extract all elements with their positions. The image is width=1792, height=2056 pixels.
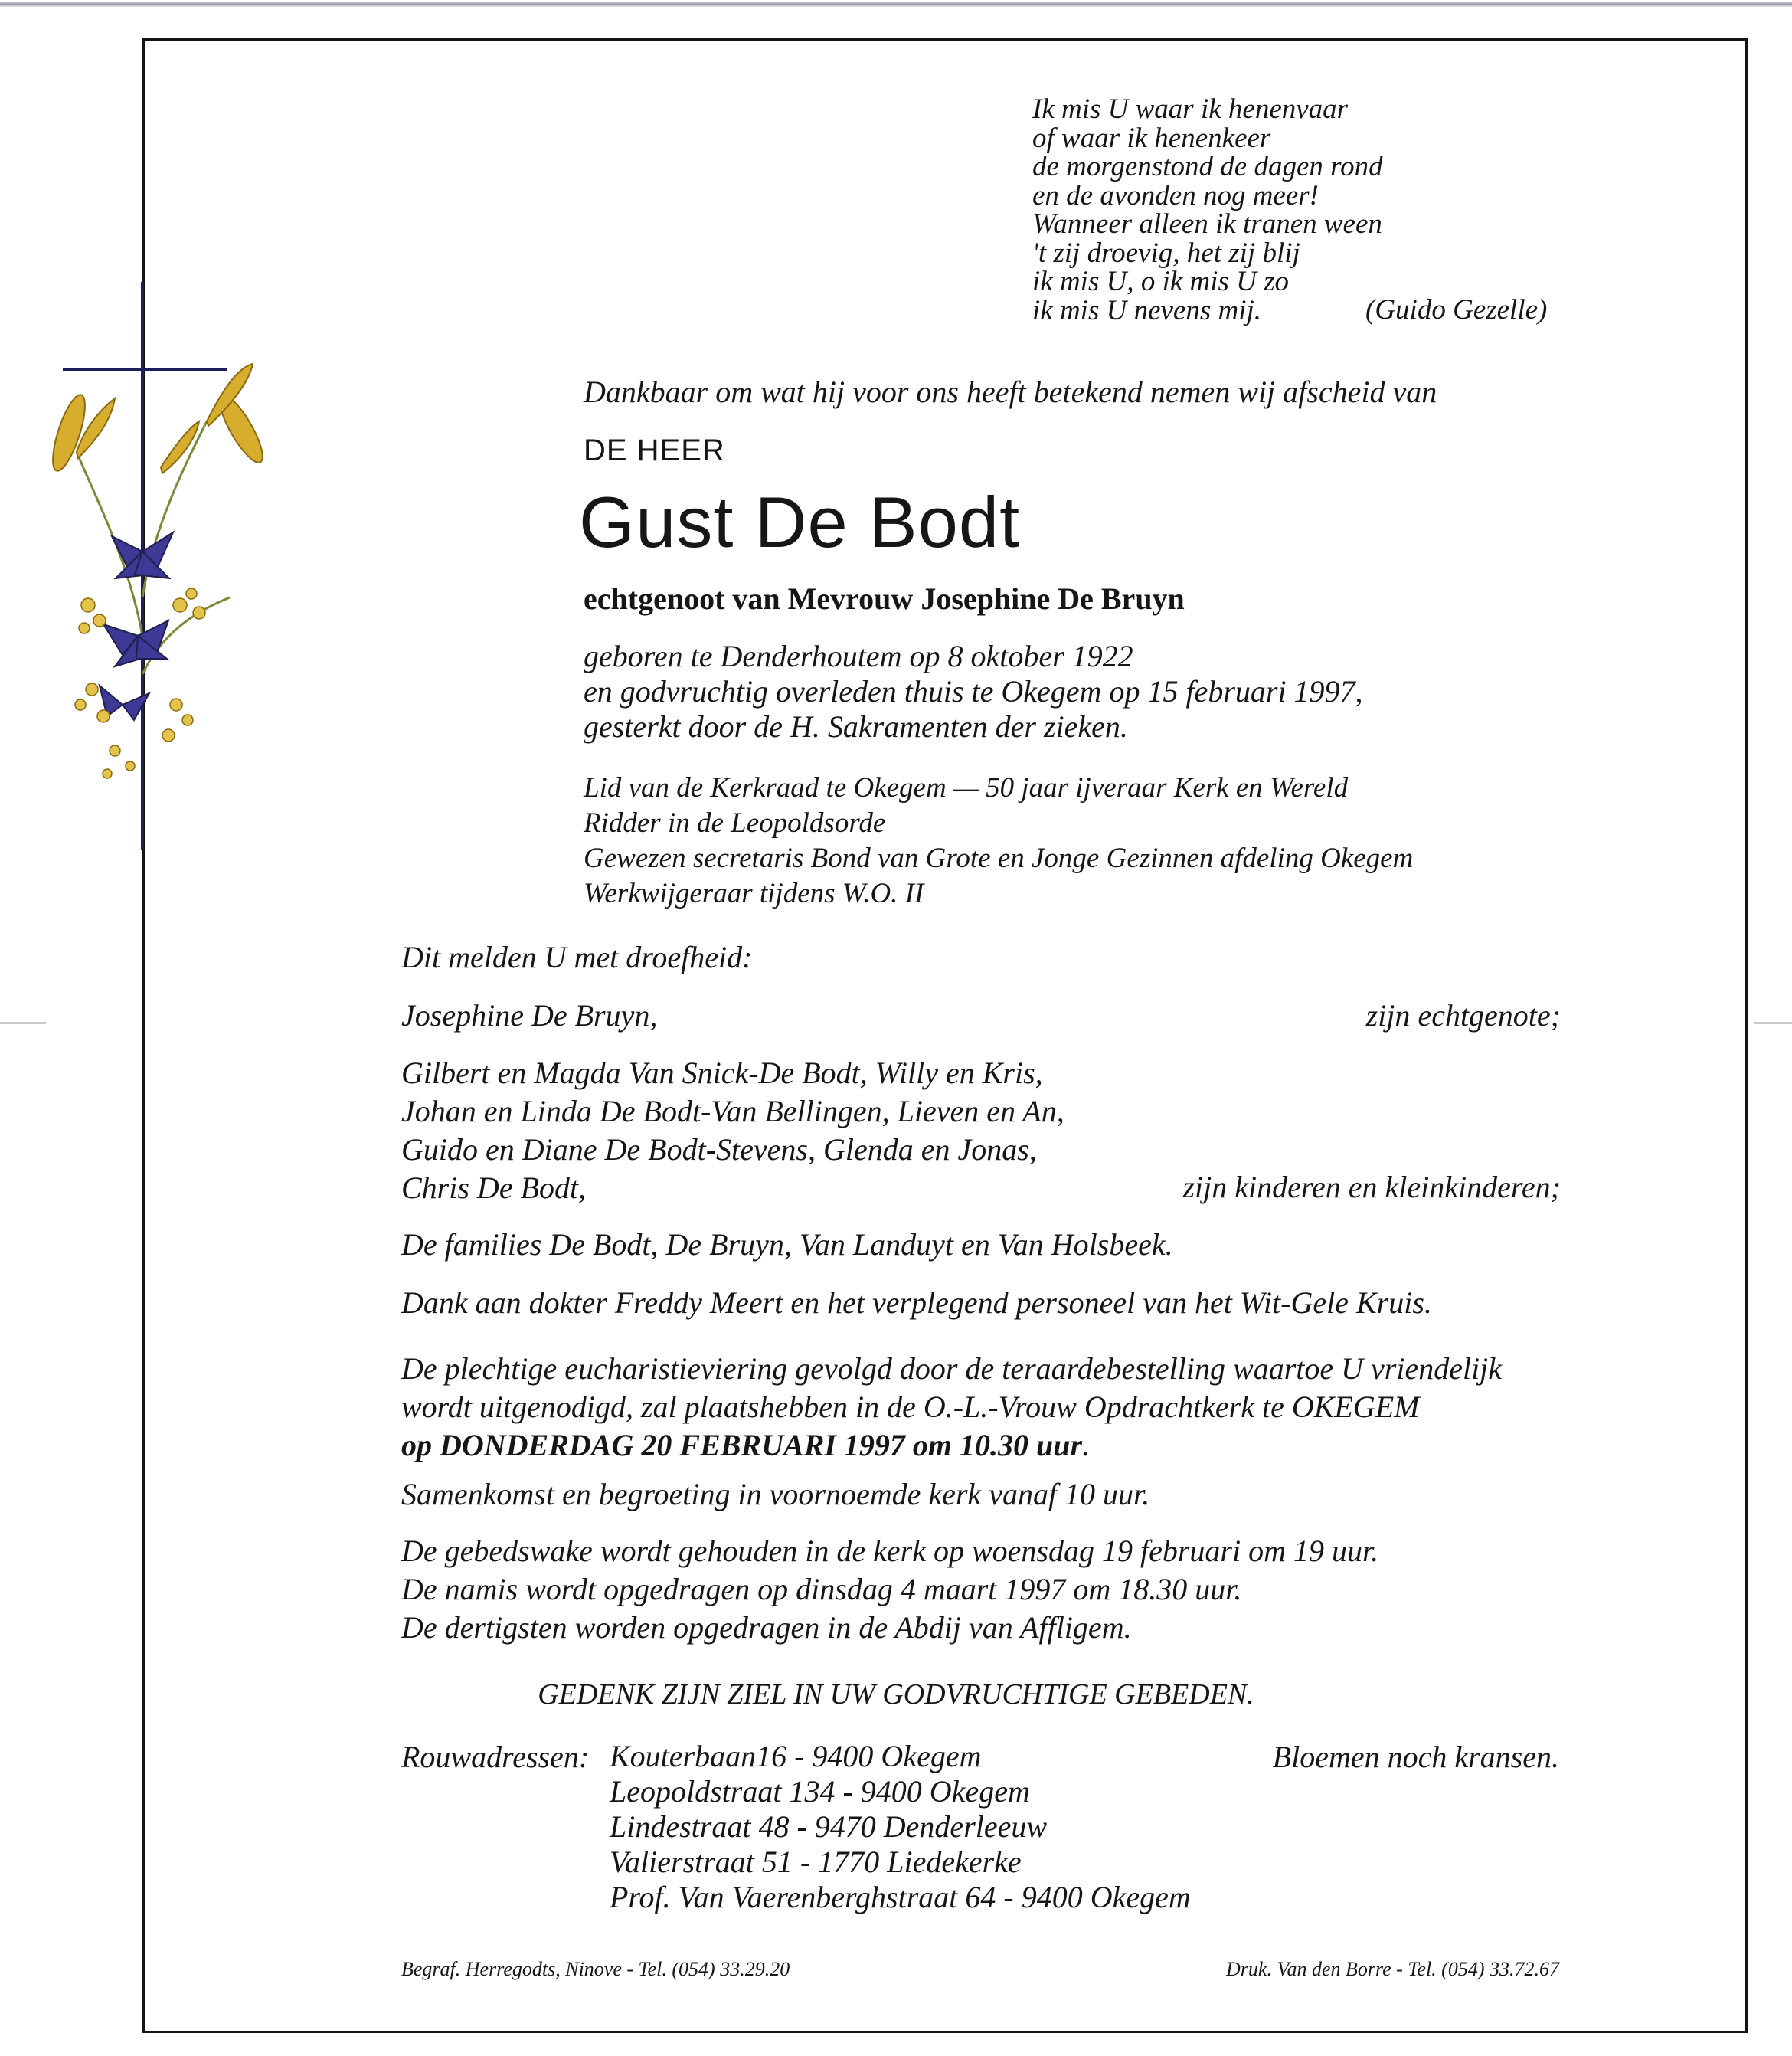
addresses-list (610, 1739, 1191, 1915)
service-line: De namis wordt opgedragen op dinsdag 4 maart 1997 om 18.30 uur. (401, 1572, 1242, 1606)
poem-line: Wanneer alleen ik tranen ween (1032, 208, 1382, 240)
honor-item: Gewezen secretaris Bond van Grote en Jonge Gezinnen afdeling Okegem (584, 843, 1414, 874)
spouse-name: Josephine De Bruyn, (401, 998, 658, 1033)
title-prefix: DE HEER (584, 434, 725, 467)
scan-top-edge (0, 2, 1792, 7)
cross-with-flowers-illustration (46, 276, 322, 858)
card-border (142, 38, 1748, 2033)
death-line: en godvruchtig overleden thuis te Okegem op 15 februari 1997, (584, 674, 1363, 709)
yellow-blossoms (75, 588, 205, 778)
thanks-line: Dank aan dokter Freddy Meert en het verplegend personeel van het Wit-Gele Kruis. (401, 1285, 1432, 1320)
birth-line: geboren te Denderhoutem op 8 oktober 1922 (584, 639, 1133, 673)
address-line: Kouterbaan16 - 9400 Okegem (610, 1739, 982, 1773)
ceremony-line: wordt uitgenodigd, zal plaatshebben in de O.-L.-Vrouw Opdrachtkerk te OKEGEM (401, 1390, 1420, 1424)
honor-item: Werkwijgeraar tijdens W.O. II (584, 878, 924, 909)
service-line: De gebedswake wordt gehouden in de kerk op woensdag 19 februari om 19 uur. (401, 1534, 1379, 1568)
services-block (401, 1532, 1378, 1647)
poem-line: 't zij droevig, het zij blij (1032, 237, 1300, 269)
honor-item: Lid van de Kerkraad te Okegem — 50 jaar ijveraar Kerk en Wereld (584, 772, 1349, 804)
ceremony-block (401, 1350, 1502, 1465)
spouse-line: echtgenoot van Mevrouw Josephine De Bruyn (584, 581, 1185, 616)
deceased-name: Gust De Bodt (579, 482, 1021, 562)
poem-line: ik mis U, o ik mis U zo (1032, 266, 1290, 297)
poem-line: de morgenstond de dagen rond (1032, 151, 1383, 182)
address-line: Leopoldstraat 134 - 9400 Okegem (610, 1774, 1030, 1809)
ceremony-date: op DONDERDAG 20 FEBRUARI 1997 om 10.30 uur (401, 1428, 1083, 1462)
intro-text: Dankbaar om wat hij voor ons heeft betekend nemen wij afscheid van (584, 375, 1437, 409)
child-line: Chris De Bodt, (401, 1170, 587, 1205)
blue-flowers (100, 532, 173, 720)
child-line: Gilbert en Magda Van Snick-De Bodt, Willy en Kris, (401, 1056, 1043, 1090)
birth-death-details (584, 639, 1363, 745)
prayer-request: GEDENK ZIJN ZIEL IN UW GODVRUCHTIGE GEBEDEN. (538, 1678, 1254, 1711)
service-line: De dertigsten worden opgedragen in de Abdij van Affligem. (401, 1610, 1132, 1645)
fold-mark-right (1754, 1022, 1792, 1024)
addresses-label: Rouwadressen: (401, 1740, 590, 1774)
ceremony-line: De plechtige eucharistieviering gevolgd door de teraardebestelling waartoe U vriendelijk (401, 1351, 1503, 1386)
children-list (401, 1054, 1064, 1207)
ceremony-date-row (401, 1426, 1502, 1465)
address-line: Prof. Van Vaerenberghstraat 64 - 9400 Okegem (610, 1880, 1191, 1914)
child-line: Guido en Diane De Bodt-Stevens, Glenda en Jonas, (401, 1132, 1037, 1167)
poem-line: en de avonden nog meer! (1032, 179, 1319, 211)
sacrament-line: gesterkt door de H. Sakramenten der zieken. (584, 709, 1128, 744)
footer-undertaker: Begraf. Herregodts, Ninove - Tel. (054) 33.29.20 (401, 1958, 790, 1980)
poem (1032, 93, 1548, 326)
fold-mark-left (0, 1022, 46, 1024)
spouse-role: zijn echtgenote; (1365, 998, 1561, 1033)
family-spouse-row (401, 997, 1561, 1033)
announcement: Dit melden U met droefheid: (401, 940, 753, 974)
poem-line: ik mis U nevens mij. (1032, 294, 1262, 326)
address-line: Lindestraat 48 - 9470 Denderleeuw (610, 1809, 1048, 1844)
poem-line: Ik mis U waar ik henenvaar (1032, 93, 1349, 125)
poem-author: (Guido Gezelle) (1365, 294, 1548, 326)
ceremony-date-end: . (1082, 1428, 1091, 1462)
footer-printer: Druk. Van den Borre - Tel. (054) 33.72.67 (1226, 1958, 1559, 1980)
children-role: zijn kinderen en kleinkinderen; (1182, 1170, 1561, 1204)
honor-item: Ridder in de Leopoldsorde (584, 807, 886, 839)
poem-line: of waar ik henenkeer (1032, 122, 1271, 154)
no-flowers-note: Bloemen noch kransen. (1272, 1740, 1559, 1774)
child-line: Johan en Linda De Bodt-Van Bellingen, Lieven en An, (401, 1094, 1064, 1128)
gathering-line: Samenkomst en begroeting in voornoemde kerk vanaf 10 uur. (401, 1477, 1150, 1511)
honors-list (584, 771, 1413, 912)
families-line: De families De Bodt, De Bruyn, Van Landuyt en Van Holsbeek. (401, 1227, 1173, 1262)
address-line: Valierstraat 51 - 1770 Liedekerke (610, 1845, 1022, 1879)
